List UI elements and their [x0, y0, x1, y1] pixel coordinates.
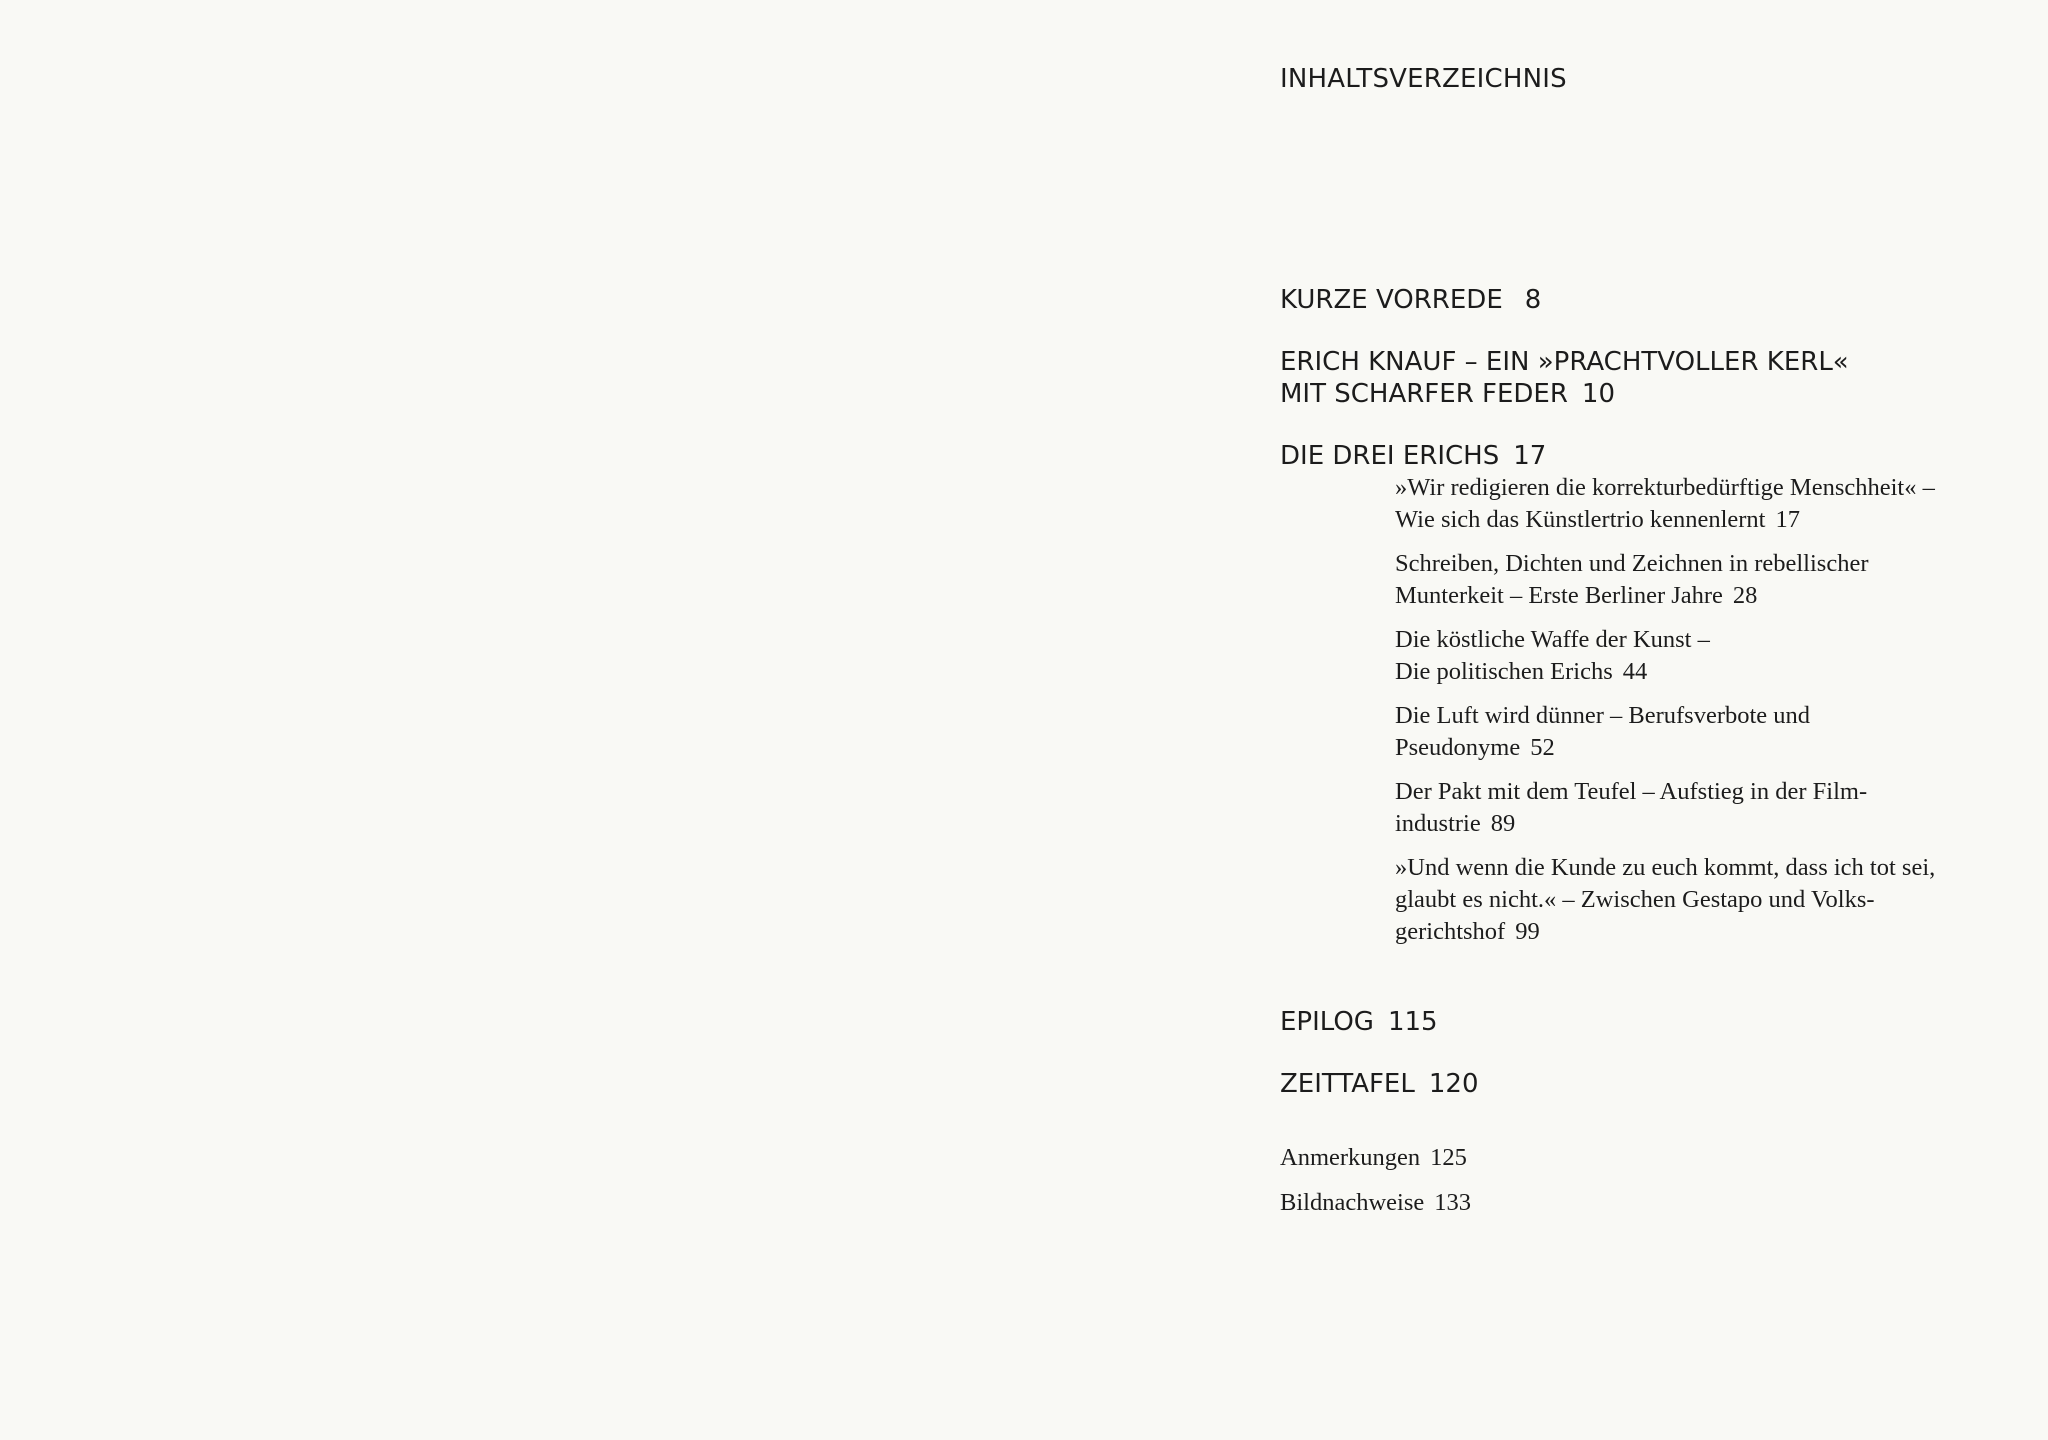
section-title-line: industrie — [1395, 810, 1481, 837]
chapter-entry — [1280, 284, 2000, 316]
page-number: 120 — [1428, 1069, 1479, 1099]
chapter-entry — [1280, 346, 2000, 410]
chapter-title-line: ERICH KNAUF – EIN »PRACHTVOLLER KERL« — [1280, 347, 1849, 377]
section-entry — [1395, 852, 2000, 948]
back-matter-title: Anmerkungen — [1280, 1144, 1421, 1171]
section-title-line: Wie sich das Künstlertrio kennenlernt — [1395, 506, 1766, 533]
section-title-line: Schreiben, Dichten und Zeichnen in rebellischer — [1395, 550, 1869, 577]
section-list — [1395, 472, 2000, 948]
section-entry — [1395, 700, 2000, 764]
chapter-title-line: MIT SCHARFER FEDER — [1280, 379, 1568, 409]
section-title-line: Der Pakt mit dem Teufel – Aufstieg in der Film- — [1395, 778, 1868, 805]
section-entry — [1395, 472, 2000, 536]
page-number: 28 — [1732, 582, 1758, 609]
chapter-title: ZEITTAFEL — [1280, 1069, 1415, 1099]
page-number: 115 — [1387, 1007, 1438, 1037]
page-number: 10 — [1581, 379, 1616, 409]
section-entry — [1395, 548, 2000, 612]
page-number: 17 — [1513, 441, 1547, 471]
toc-heading: INHALTSVERZEICHNIS — [1280, 64, 1567, 94]
chapter-entry — [1280, 440, 2000, 472]
section-title-line: Die Luft wird dünner – Berufsverbote und — [1395, 702, 1811, 729]
section-title-line: Die politischen Erichs — [1395, 658, 1613, 685]
page-number: 52 — [1530, 734, 1555, 761]
page-number: 17 — [1775, 506, 1800, 533]
chapter-title: EPILOG — [1280, 1007, 1374, 1037]
back-matter-entry — [1280, 1187, 2000, 1219]
page-number: 44 — [1622, 658, 1648, 685]
page-number: 133 — [1434, 1189, 1471, 1216]
section-title-line: Pseudonyme — [1395, 734, 1521, 761]
chapter-entry — [1280, 1006, 2000, 1038]
section-title-line: »Wir redigieren die korrekturbedürftige Menschheit« – — [1395, 474, 1935, 501]
section-title-line: Die köstliche Waffe der Kunst – — [1395, 626, 1710, 653]
table-of-contents — [1280, 284, 2000, 1232]
page-number: 99 — [1515, 918, 1540, 945]
chapter-title: KURZE VORREDE — [1280, 285, 1503, 315]
page-number: 8 — [1524, 285, 1542, 315]
section-title-line: Munterkeit – Erste Berliner Jahre — [1395, 582, 1723, 609]
page-number: 125 — [1430, 1144, 1467, 1171]
chapter-entry — [1280, 1068, 2000, 1100]
section-entry — [1395, 776, 2000, 840]
back-matter-title: Bildnachweise — [1280, 1189, 1425, 1216]
section-entry — [1395, 624, 2000, 688]
chapter-title: DIE DREI ERICHS — [1280, 441, 1500, 471]
section-title-line: »Und wenn die Kunde zu euch kommt, dass ich tot sei, — [1395, 854, 1936, 881]
back-matter-entry — [1280, 1142, 2000, 1174]
page-number: 89 — [1490, 810, 1516, 837]
section-title-line: glaubt es nicht.« – Zwischen Gestapo und Volks- — [1395, 886, 1875, 913]
section-title-line: gerichtshof — [1395, 918, 1506, 945]
